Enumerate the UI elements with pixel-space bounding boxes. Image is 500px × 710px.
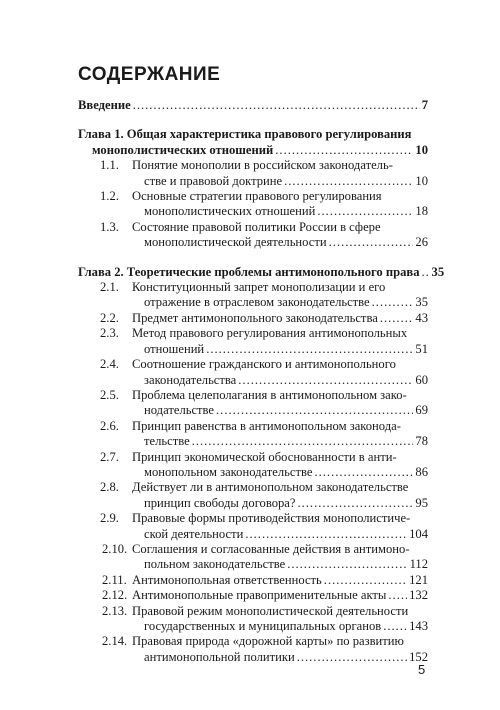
dot-leader (380, 311, 414, 326)
section-title-continued: монополистических отношений (144, 204, 316, 219)
section-title-continued: законодательства (144, 372, 237, 387)
dot-leader (133, 98, 420, 113)
toc-section-2-3 (78, 326, 428, 357)
section-title: Соглашения и согласованные действия в антимоно- (132, 541, 410, 556)
section-number: 2.5. (100, 387, 119, 402)
section-number: 2.7. (100, 449, 119, 464)
toc-page-number: 60 (415, 372, 428, 387)
section-number: 1.2. (100, 189, 119, 204)
section-title: Действует ли в антимонопольном законодательстве (132, 480, 409, 495)
section-title: Предмет антимонопольного законодательства (132, 310, 378, 325)
section-title: Проблема целеполагания в антимонопольном зако- (132, 387, 407, 402)
section-number: 1.1. (100, 158, 119, 173)
section-number: 2.4. (100, 357, 119, 372)
section-number: 2.9. (100, 511, 119, 526)
section-title-continued: ской деятельности (144, 526, 244, 541)
section-title-continued: нодательстве (144, 403, 215, 418)
section-title: Правовые формы противодействия монополистиче- (132, 511, 411, 526)
section-number: 2.8. (100, 480, 119, 495)
section-title-continued: отражение в отраслевом законодательстве (144, 295, 370, 310)
dot-leader (238, 373, 413, 388)
section-title: Принцип экономической обоснованности в анти- (132, 449, 397, 464)
section-title: Соотношение гражданского и антимонопольного (132, 357, 396, 372)
toc-page-number: 121 (409, 572, 428, 587)
toc-page-number: 10 (415, 142, 428, 157)
section-title: Антимонопольная ответственность (132, 572, 322, 587)
dot-leader (388, 588, 407, 603)
section-title-continued: отношений (144, 341, 205, 356)
toc-section-1-1 (78, 158, 428, 189)
toc-section-2-2 (78, 311, 428, 326)
section-title: Понятие монополии в российском законодатель- (132, 158, 393, 173)
toc-section-2-7 (78, 450, 428, 481)
section-number: 2.1. (100, 280, 119, 295)
chapter-title: Глава 2. Теоретические проблемы антимонопольного права (78, 264, 420, 279)
section-number: 2.12. (102, 588, 128, 603)
table-of-contents (78, 98, 445, 665)
toc-entry-title: Введение (78, 98, 131, 112)
section-title: Антимонопольные правоприменительные акты (132, 588, 387, 603)
toc-section-2-10 (78, 542, 428, 573)
toc-page-number: 43 (415, 310, 428, 325)
dot-leader (297, 650, 407, 665)
section-title: Метод правового регулирования антимонопольных (132, 326, 408, 341)
toc-page-number: 143 (409, 619, 428, 633)
toc-section-2-12 (78, 588, 428, 603)
section-title-continued: принцип свободы договора? (144, 495, 296, 510)
dot-leader (245, 527, 407, 542)
section-number: 1.3. (100, 219, 119, 234)
dot-leader (372, 295, 414, 310)
toc-section-1-2 (78, 189, 428, 220)
toc-page-number: 69 (415, 403, 428, 418)
section-title: Правовой режим монополистической деятельности (132, 603, 409, 618)
toc-page-number: 112 (409, 557, 428, 572)
section-title-continued: антимонопольной политики (144, 649, 295, 664)
section-number: 2.3. (100, 326, 119, 341)
dot-leader (297, 496, 413, 511)
toc-page-number: 95 (415, 495, 428, 510)
toc-page-number: 152 (409, 649, 428, 664)
toc-page-number: 132 (409, 588, 428, 603)
section-title-continued: государственных и муниципальных органов (144, 619, 382, 633)
section-title-continued: тельстве (144, 434, 190, 449)
toc-page-number: 7 (421, 98, 428, 112)
toc-page-number: 86 (415, 464, 428, 479)
toc-section-2-13 (78, 604, 428, 635)
toc-page-number: 10 (415, 173, 428, 188)
toc-page-number: 104 (409, 526, 428, 541)
dot-leader (216, 403, 413, 418)
toc-section-2-8 (78, 480, 428, 511)
dot-leader (324, 573, 407, 588)
section-title-continued: монопольном законодательстве (144, 464, 313, 479)
toc-page-number: 26 (415, 235, 428, 250)
toc-section-2-14 (78, 634, 428, 665)
toc-page-number: 51 (415, 341, 428, 356)
dot-leader (383, 619, 407, 634)
dot-leader (422, 265, 430, 280)
chapter-title: Глава 1. Общая характеристика правового регулирования (78, 127, 412, 142)
section-title: Конституционный запрет монополизации и его (132, 280, 386, 295)
section-title: Правовая природа «дорожной карты» по развитию (132, 634, 404, 649)
page-number: 5 (418, 662, 426, 677)
dot-leader (287, 557, 407, 572)
toc-page-number: 35 (431, 264, 445, 279)
toc-section-2-11 (78, 573, 428, 588)
section-title-continued: стве и правовой доктрине (144, 173, 283, 188)
section-number: 2.11. (102, 572, 127, 587)
dot-leader (329, 235, 414, 250)
toc-entry-introduction (78, 98, 428, 113)
toc-heading: СОДЕРЖАНИЕ (78, 64, 221, 85)
toc-section-2-4 (78, 357, 428, 388)
dot-leader (206, 342, 413, 357)
toc-page-number: 18 (415, 204, 428, 219)
chapter-title-continued: монополистических отношений (92, 142, 274, 157)
toc-section-2-1 (78, 280, 428, 311)
toc-chapter-1 (78, 127, 428, 158)
toc-section-2-6 (78, 419, 428, 450)
section-title: Состояние правовой политики России в сфере (132, 219, 381, 234)
section-number: 2.10. (102, 541, 128, 556)
section-number: 2.14. (102, 634, 128, 649)
dot-leader (284, 174, 413, 189)
section-number: 2.2. (100, 310, 119, 325)
section-title-continued: польном законодательстве (144, 557, 286, 572)
section-title: Основные стратегии правового регулирования (132, 189, 382, 204)
toc-page-number: 35 (415, 295, 428, 310)
section-title-continued: монополистической деятельности (144, 235, 327, 250)
toc-section-2-9 (78, 511, 428, 542)
dot-leader (192, 434, 414, 449)
toc-section-1-3 (78, 220, 428, 251)
dot-leader (317, 204, 413, 219)
dot-leader (314, 465, 413, 480)
toc-chapter-2 (78, 264, 445, 280)
dot-leader (275, 143, 413, 158)
section-title: Принцип равенства в антимонопольном законода- (132, 418, 401, 433)
section-number: 2.6. (100, 418, 119, 433)
toc-section-2-5 (78, 388, 428, 419)
toc-page-number: 78 (415, 434, 428, 449)
section-number: 2.13. (102, 603, 128, 618)
